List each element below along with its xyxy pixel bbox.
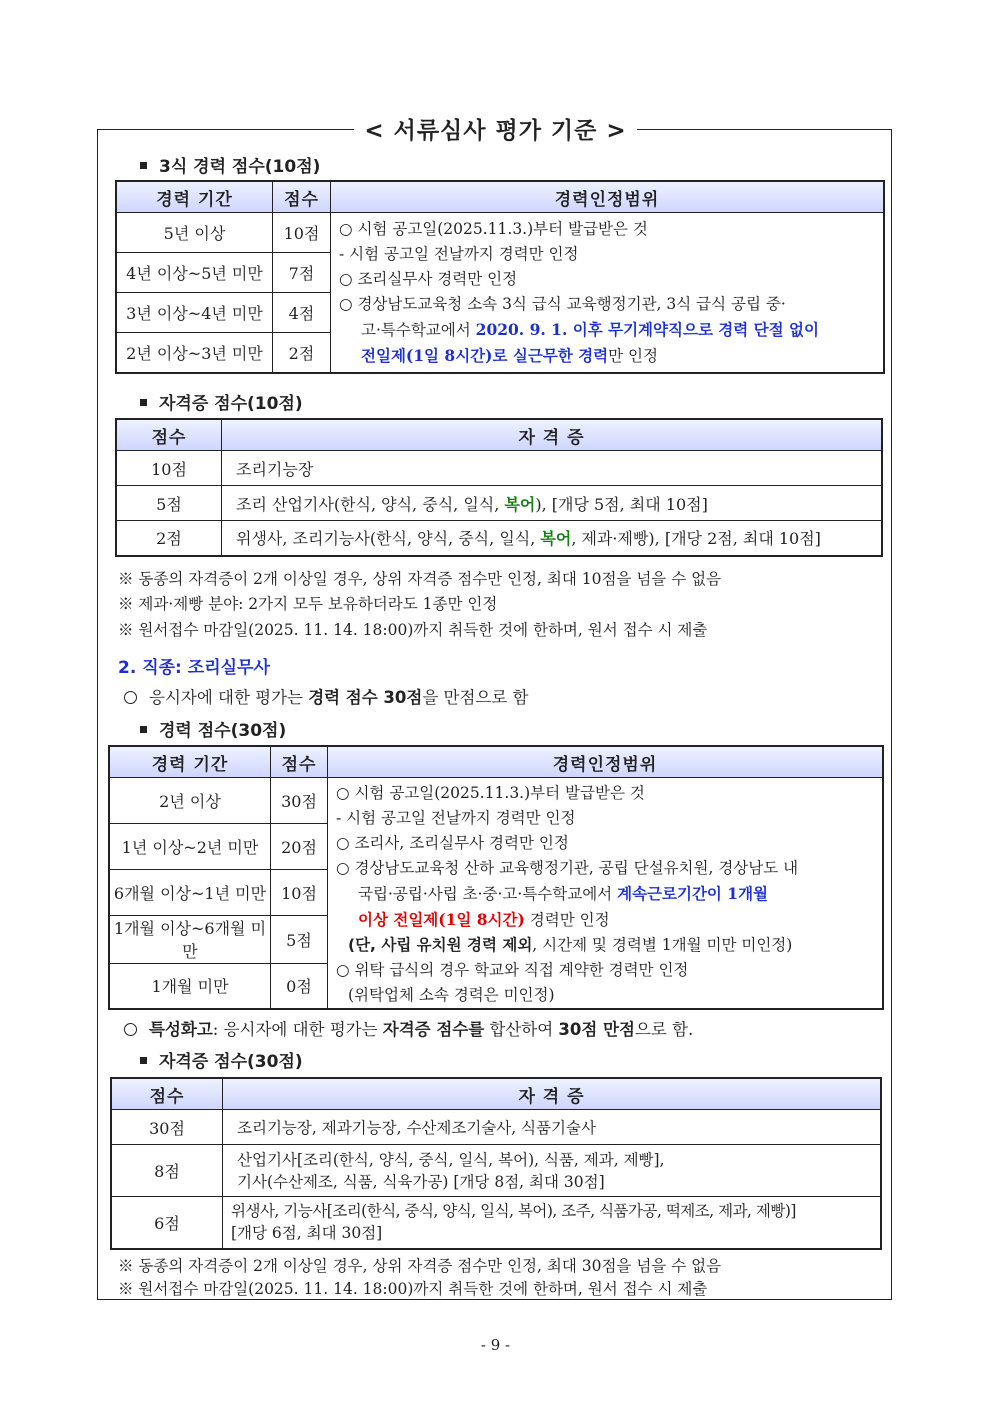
recognition-range: ○ 시험 공고일(2025.11.3.)부터 발급받은 것 - 시험 공고일 전날까지 경력만 인정 ○ 조리실무사 경력만 인정 ○ 경상남도교육청 소속 3식 급식 교육행정기관, 3식 급식 공립 중· 고·특수학교에서 2020. 9. 1. 이후 무기계약직으로 경력 단절 없이 전일제(1일 8시간)로 실근무한 경력만 인정 — [331, 213, 885, 373]
section-heading-cert: 자격증 점수(10점) — [140, 389, 303, 414]
note: ※ 동종의 자격증이 2개 이상일 경우, 상위 자격증 점수만 인정, 최대 10점을 넘을 수 없음 — [118, 570, 722, 588]
table-cell: 10점 — [273, 213, 331, 253]
table-cell: 4년 이상~5년 미만 — [116, 253, 273, 293]
section-heading-cert-30: 자격증 점수(30점) — [140, 1047, 303, 1072]
cert-table-10: 점수 자 격 증 10점 조리기능장 5점 조리 산업기사(한식, 양식, 중식, 일식, 복어), [개당 5점, 최대 10점] 2점 위생사, 조리기능사(한식, 양식, 중식, 일식, 복어, 제과·제빵), [개당 2점, 최대 10점] — [115, 418, 883, 557]
cert-table-30: 점수 자 격 증 30점 조리기능장, 제과기능장, 수산제조기술사, 식품기술사 8점 산업기사[조리(한식, 양식, 중식, 일식, 복어), 식품, 제과, 제빵], 기사(수산제조, 식품, 식육가공) [개당 8점, 최대 30점] 6점 위생사, 기능사[조리(한식, 중식, 양식, 일식, 복어), 조주, 식품가공, 떡제조, 제과, 제빵)] [개당 6점, 최대 30점] — [110, 1077, 882, 1250]
note: ※ 제과·제빵 분야: 2가지 모두 보유하더라도 1종만 인정 — [118, 595, 498, 613]
page-number: - 9 - — [480, 1336, 511, 1354]
special-school-statement: 특성화고: 응시자에 대한 평가는 자격증 점수를 합산하여 30점 만점으로 함. — [124, 1016, 693, 1040]
table-cell: 2점 — [273, 333, 331, 373]
table-cell: 4점 — [273, 293, 331, 333]
page-title: < 서류심사 평가 기준 > — [0, 112, 991, 145]
career-table-30: 경력 기간 점수 경력인정범위 2년 이상 30점 ○ 시험 공고일(2025.11.3.)부터 발급받은 것 - 시험 공고일 전날까지 경력만 인정 ○ 조리사, 조리실무사 경력만 인정 ○ 경상남도교육청 산하 교육행정기관, 공립 단설유치원, 경상남도 내 국립·공립·사립 초·중·고·특수학교에서 계속근로기간이 1개월 이상 전일제(1일 8시간) 경력만 인정 (단, 사립 유치원 경력 제외, 시간제 및 경력별 1개월 미만 미인정) ○ 위탁 급식의 경우 학교와 직접 계약한 경력만 인정 (위탁업체 소속 경력은 미인정) 1년 이상~2년 미만 20점 6개월 이상~1년 미만 10점 1개월 이상~6개월 미만 5점 1개월 미만 0점 — [108, 745, 884, 1010]
career-table-3meal: 경력 기간 점수 경력인정범위 5년 이상 10점 ○ 시험 공고일(2025.11.3.)부터 발급받은 것 - 시험 공고일 전날까지 경력만 인정 ○ 조리실무사 경력만 인정 ○ 경상남도교육청 소속 3식 급식 교육행정기관, 3식 급식 공립 중· 고·특수학교에서 2020. 9. 1. 이후 무기계약직으로 경력 단절 없이 전일제(1일 8시간)로 실근무한 경력만 인정 4년 이상~5년 미만 7점 3년 이상~4년 미만 4점 2년 이상~3년 미만 2점 — [115, 180, 885, 374]
table-cell: 2년 이상~3년 미만 — [116, 333, 273, 373]
section-heading-meal-career: 3식 경력 점수(10점) — [140, 152, 320, 177]
section-heading-career-30: 경력 점수(30점) — [140, 716, 286, 741]
note: ※ 원서접수 마감일(2025. 11. 14. 18:00)까지 취득한 것에 한하며, 원서 접수 시 제출 — [118, 1280, 708, 1298]
table-cell: 7점 — [273, 253, 331, 293]
note: ※ 원서접수 마감일(2025. 11. 14. 18:00)까지 취득한 것에 한하며, 원서 접수 시 제출 — [118, 621, 708, 639]
table-cell: 3년 이상~4년 미만 — [116, 293, 273, 333]
eval-statement: 응시자에 대한 평가는 경력 점수 30점을 만점으로 함 — [124, 684, 528, 708]
table-cell: 5년 이상 — [116, 213, 273, 253]
job-heading: 2. 직종: 조리실무사 — [118, 658, 270, 678]
recognition-range: ○ 시험 공고일(2025.11.3.)부터 발급받은 것 - 시험 공고일 전날까지 경력만 인정 ○ 조리사, 조리실무사 경력만 인정 ○ 경상남도교육청 산하 교육행정기관, 공립 단설유치원, 경상남도 내 국립·공립·사립 초·중·고·특수학교에서 계속근로기간이 1개월 이상 전일제(1일 8시간) 경력만 인정 (단, 사립 유치원 경력 제외, 시간제 및 경력별 1개월 미만 미인정) ○ 위탁 급식의 경우 학교와 직접 계약한 경력만 인정 (위탁업체 소속 경력은 미인정) — [328, 778, 884, 1010]
note: ※ 동종의 자격증이 2개 이상일 경우, 상위 자격증 점수만 인정, 최대 30점을 넘을 수 없음 — [118, 1257, 722, 1275]
